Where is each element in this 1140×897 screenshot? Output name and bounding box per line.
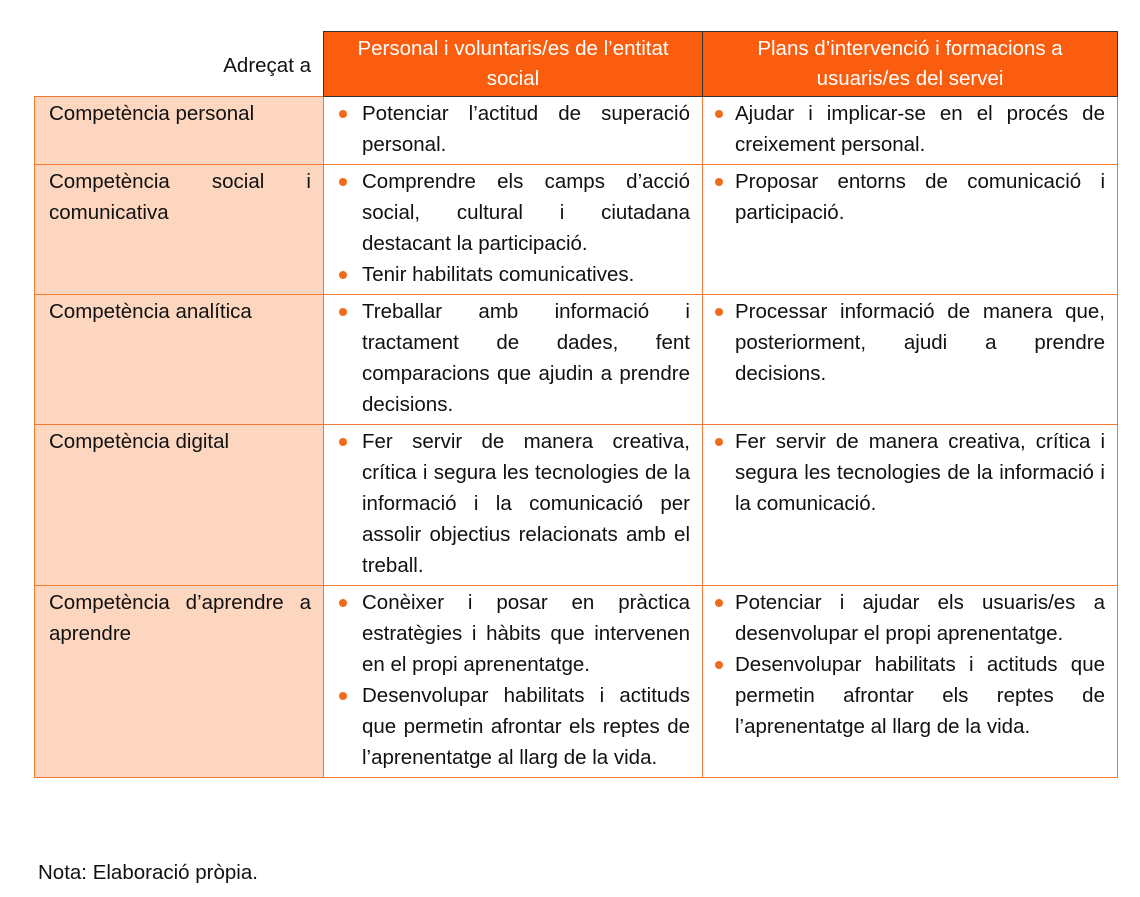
staff-cell [324,586,703,778]
bullet-icon [339,599,347,607]
list-item [336,296,690,420]
list-item [336,426,690,581]
users-cell [703,165,1118,295]
list-item-text: Potenciar i ajudar els usuaris/es a desenvolupar el propi aprenentatge. [735,591,1105,645]
staff-list [336,426,690,581]
list-item [715,426,1105,519]
list-item [336,166,690,259]
staff-list [336,587,690,773]
staff-cell [324,165,703,295]
list-item-text: Desenvolupar habilitats i actituds que permetin afrontar els reptes de l’aprenentatge al llarg de la vida. [362,684,690,769]
bullet-icon [715,599,723,607]
list-item [715,587,1105,649]
staff-list [336,166,690,290]
list-item-text: Potenciar l’actitud de superació personal. [362,102,690,156]
users-list [715,296,1105,389]
list-item [336,98,690,160]
users-list [715,426,1105,519]
list-item-text: Conèixer i posar en pràctica estratègies i hàbits que intervenen en el propi aprenentatge. [362,591,690,676]
bullet-icon [339,438,347,446]
list-item [336,587,690,680]
table-row [35,425,1118,586]
bullet-icon [715,178,723,186]
list-item [715,296,1105,389]
bullet-icon [339,692,347,700]
bullet-icon [715,438,723,446]
bullet-icon [715,308,723,316]
bullet-icon [339,110,347,118]
column-header-users: Plans d’intervenció i formacions a usuaris/es del servei [703,32,1118,97]
list-item-text: Processar informació de manera que, posteriorment, ajudi a prendre decisions. [735,300,1105,385]
list-item-text: Proposar entorns de comunicació i participació. [735,170,1105,224]
list-item [715,98,1105,160]
table-row [35,295,1118,425]
addressed-to-label: Adreçat a [35,32,324,97]
list-item [336,259,690,290]
list-item-text: Fer servir de manera creativa, crítica i segura les tecnologies de la informació i la comunicació per assolir objectius relacionats amb el treball. [362,430,690,577]
users-cell [703,425,1118,586]
competence-name: Competència personal [35,97,324,165]
staff-list [336,296,690,420]
users-cell [703,97,1118,165]
list-item-text: Comprendre els camps d’acció social, cultural i ciutadana destacant la participació. [362,170,690,255]
staff-cell [324,425,703,586]
table-row [35,165,1118,295]
column-header-staff: Personal i voluntaris/es de l’entitat social [324,32,703,97]
list-item-text: Ajudar i implicar-se en el procés de creixement personal. [735,102,1105,156]
list-item [715,649,1105,742]
staff-cell [324,295,703,425]
table-row [35,97,1118,165]
list-item [715,166,1105,228]
competence-name: Competència digital [35,425,324,586]
header-row [35,32,1118,97]
bullet-icon [339,178,347,186]
bullet-icon [715,110,723,118]
table-body [35,97,1118,778]
list-item-text: Tenir habilitats comunicatives. [362,263,635,286]
list-item-text: Fer servir de manera creativa, crítica i segura les tecnologies de la informació i la comunicació. [735,430,1105,515]
users-list [715,587,1105,742]
staff-cell [324,97,703,165]
bullet-icon [715,661,723,669]
users-list [715,98,1105,160]
competence-name: Competència social i comunicativa [35,165,324,295]
competence-name: Competència analítica [35,295,324,425]
list-item-text: Desenvolupar habilitats i actituds que permetin afrontar els reptes de l’aprenentatge al llarg de la vida. [735,653,1105,738]
users-list [715,166,1105,228]
table-row [35,586,1118,778]
bullet-icon [339,271,347,279]
list-item [336,680,690,773]
list-item-text: Treballar amb informació i tractament de dades, fent comparacions que ajudin a prendre decisions. [362,300,690,416]
competency-table [34,31,1118,778]
table-note: Nota: Elaboració pròpia. [38,861,258,884]
competence-name: Competència d’aprendre a aprendre [35,586,324,778]
staff-list [336,98,690,160]
bullet-icon [339,308,347,316]
users-cell [703,586,1118,778]
users-cell [703,295,1118,425]
